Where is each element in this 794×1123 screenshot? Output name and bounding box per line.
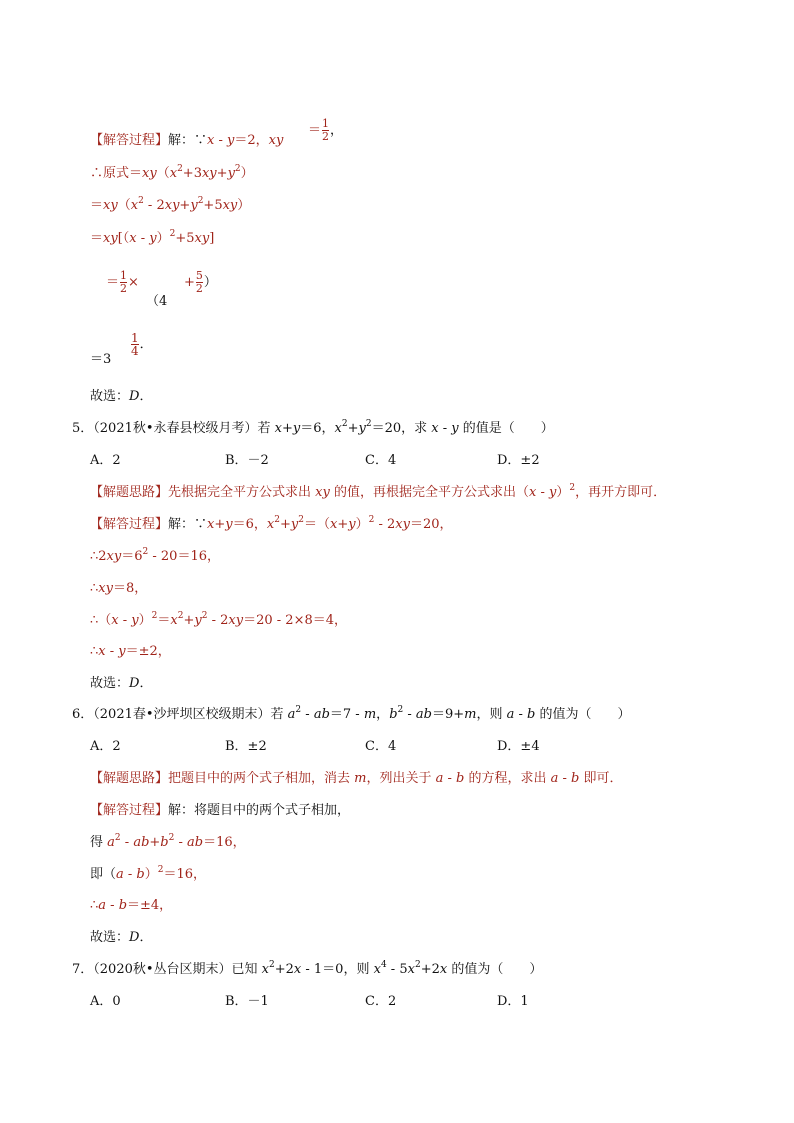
step-line: $\therefore 2xy=6^2 - 20=16$，	[90, 546, 220, 564]
option-b: B．－2	[225, 453, 269, 468]
step-line-tail: + $\frac{5}{2}$ ）	[184, 269, 217, 295]
solution-idea: 【解题思路】把题目中的两个式子相加，消去 m，列出关于 a - b 的方程，求出 a - b 即可．	[90, 771, 623, 786]
option-b: B．±2	[225, 739, 267, 754]
option-a: A．0	[90, 994, 121, 1009]
fraction: $\frac{5}{2}$	[195, 269, 203, 295]
fraction: $\frac{1}{4}$ ．	[131, 331, 153, 358]
step-line: ∴a - b＝±4，	[90, 898, 173, 913]
step-line: ＝xy[（x - y）$^2$+5xy]	[90, 228, 215, 246]
solution-process: 【解答过程】解：∵x+y＝6，$x^2+y^2=(x+y)^2 - 2xy=20$，	[90, 514, 453, 532]
option-b: B．－1	[225, 994, 269, 1009]
step-line: 得 $a^2 - ab+b^2 - ab=16$，	[90, 832, 246, 850]
solution-idea: 【解题思路】先根据完全平方公式求出 xy 的值，再根据完全平方公式求出（x - y）$^2$，再开方即可．	[90, 482, 667, 500]
option-c: C．2	[365, 994, 397, 1009]
question-5: 5．（2021秋•永春县校级月考）若 x+y＝6，$x^2+y^2=20$，求 x - y 的值是（ ）	[72, 418, 554, 436]
fraction: $\frac{1}{2}$	[120, 269, 128, 295]
option-c: C．4	[365, 453, 397, 468]
solution-header: 【解答过程】解：∵x - y＝2，xy	[90, 133, 284, 148]
given-xy-value: ＝ $\frac{1}{2}$ ，	[308, 117, 344, 143]
question-7: 7．（2020秋•丛台区期末）已知 $x^2+2x - 1=0$，则 $x^4 - 5x^2+2x$ 的值为（ ）	[72, 959, 543, 977]
option-d: D．±4	[497, 739, 540, 754]
step-line: ∴x - y＝±2，	[90, 644, 171, 659]
step-line: ＝3	[90, 352, 112, 367]
solution-process: 【解答过程】解：将题目中的两个式子相加，	[90, 803, 351, 818]
solution-label: 【解答过程】	[90, 133, 169, 148]
fraction: $\frac{1}{2}$	[322, 117, 330, 143]
option-a: A．2	[90, 453, 121, 468]
option-a: A．2	[90, 739, 121, 754]
step-line: $=xy(x^2 - 2xy+y^2+5xy)$	[90, 195, 251, 213]
step-line: ∴（x - $y)^2=x^2+y^2 - 2xy=20 - 2\times 8=4$，	[90, 610, 347, 628]
answer-line: 故选：D．	[90, 930, 153, 945]
step-line: 即（a - b）$^2$＝16，	[90, 864, 207, 882]
option-d: D．±2	[497, 453, 540, 468]
step-line: ＝ $\frac{1}{2}$ ×	[106, 269, 139, 295]
question-6: 6．（2021春•沙坪坝区校级期末）若 $a^2 - ab=7 - m$，$b^2 - ab=9+m$，则 a - b 的值为（ ）	[72, 704, 631, 722]
answer-line: 故选：D．	[90, 389, 153, 404]
paren-four: （4	[146, 294, 168, 309]
answer-line: 故选：D．	[90, 676, 153, 691]
step-line: ∴原式$=xy(x^2+3xy+y^2)$	[90, 163, 254, 181]
option-c: C．4	[365, 739, 397, 754]
step-line: ∴xy＝8，	[90, 581, 148, 596]
option-d: D．1	[497, 994, 529, 1009]
